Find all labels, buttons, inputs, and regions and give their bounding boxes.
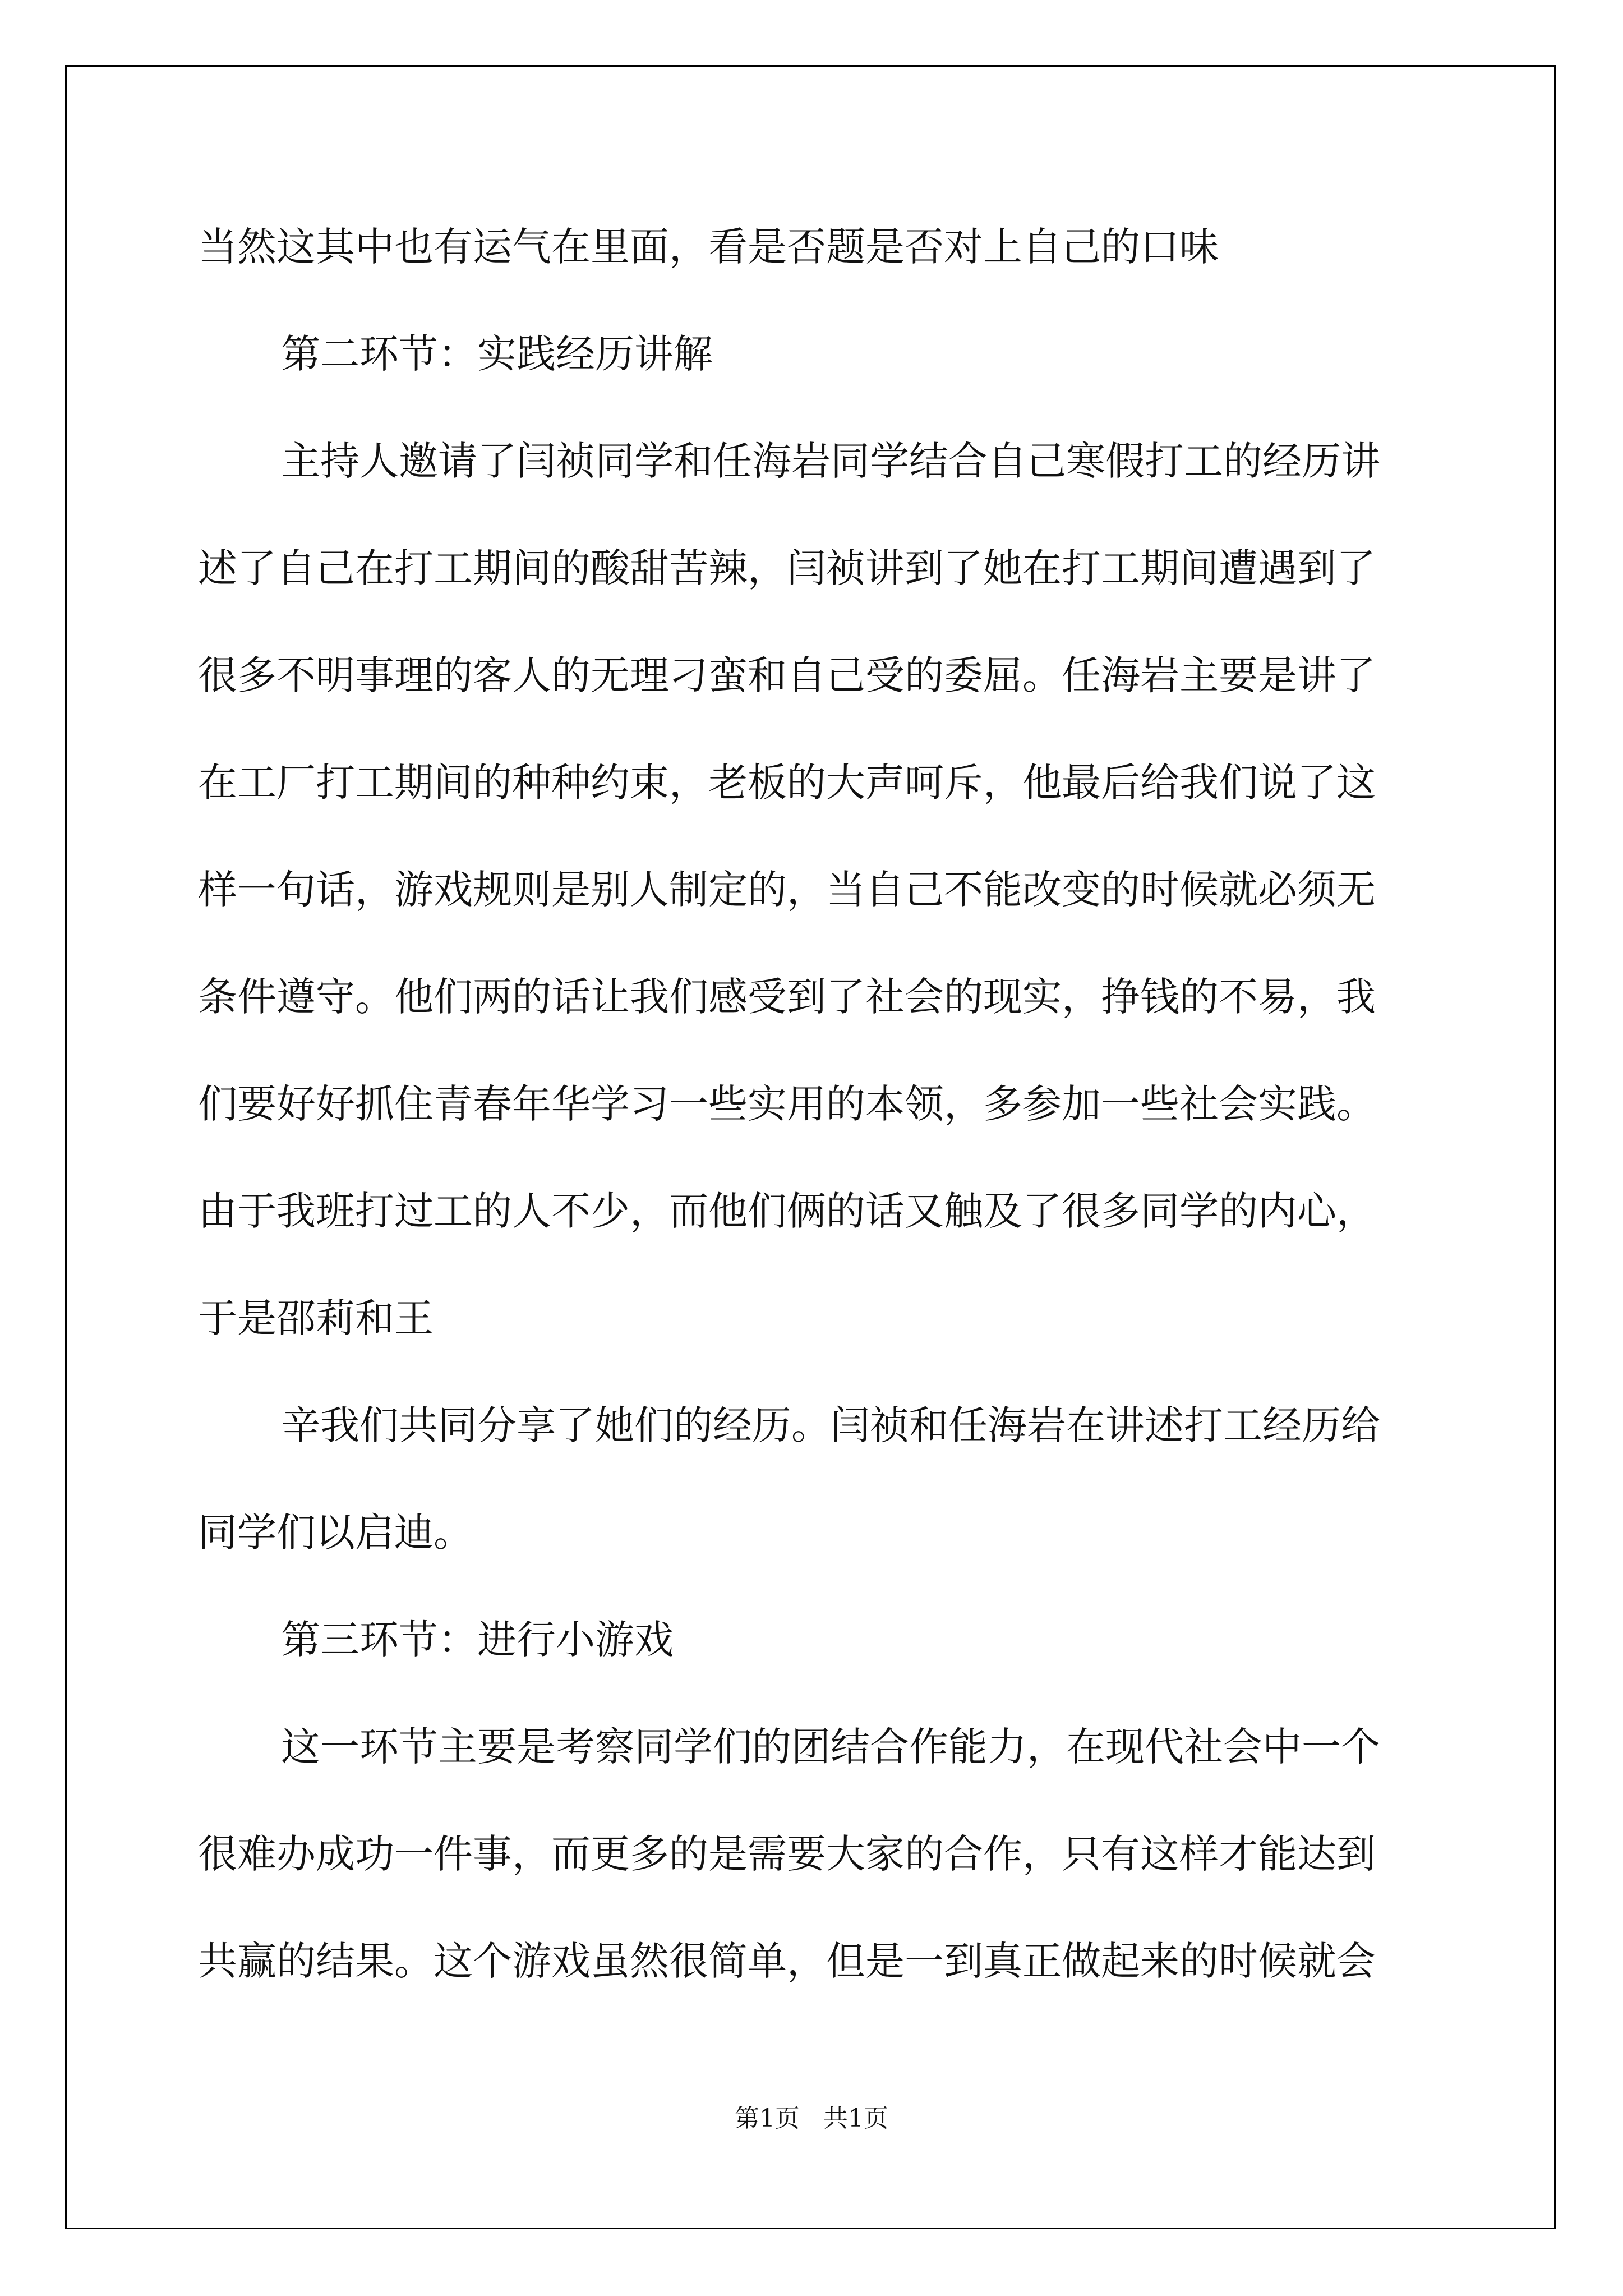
page-footer [0,2098,1623,2134]
page-number-total: 共1页 [823,2104,888,2133]
paragraph-line: 们要好好抓住青春年华学习一些实用的本领，多参加一些社会实践。 [198,1081,1376,1127]
paragraph-line: 第三环节：进行小游戏 [281,1617,674,1663]
paragraph-line: 当然这其中也有运气在里面，看是否题是否对上自己的口味 [198,224,1219,270]
paragraph-line: 共赢的结果。这个游戏虽然很简单，但是一到真正做起来的时候就会 [198,1938,1376,1984]
document-body [198,219,1432,2040]
paragraph-line: 很多不明事理的客人的无理刁蛮和自己受的委屈。任海岩主要是讲了 [198,652,1376,698]
paragraph-line: 很难办成功一件事，而更多的是需要大家的合作，只有这样才能达到 [198,1831,1376,1877]
paragraph-line: 主持人邀请了闫祯同学和任海岩同学结合自己寒假打工的经历讲 [281,438,1380,484]
paragraph-line: 于是邵莉和王 [198,1295,434,1341]
paragraph-line: 样一句话，游戏规则是别人制定的，当自己不能改变的时候就必须无 [198,867,1376,913]
paragraph-line: 第二环节：实践经历讲解 [281,331,713,377]
paragraph-line: 由于我班打过工的人不少，而他们俩的话又触及了很多同学的内心， [198,1188,1376,1234]
paragraph-line: 同学们以启迪。 [198,1510,473,1556]
paragraph-line: 辛我们共同分享了她们的经历。闫祯和任海岩在讲述打工经历给 [281,1402,1380,1448]
paragraph-line: 这一环节主要是考察同学们的团结合作能力，在现代社会中一个 [281,1724,1380,1770]
paragraph-line: 在工厂打工期间的种种约束，老板的大声呵斥，他最后给我们说了这 [198,760,1376,806]
paragraph-line: 条件遵守。他们两的话让我们感受到了社会的现实，挣钱的不易，我 [198,974,1376,1020]
page-number-current: 第1页 [735,2104,800,2133]
paragraph-line: 述了自己在打工期间的酸甜苦辣，闫祯讲到了她在打工期间遭遇到了 [198,545,1376,591]
